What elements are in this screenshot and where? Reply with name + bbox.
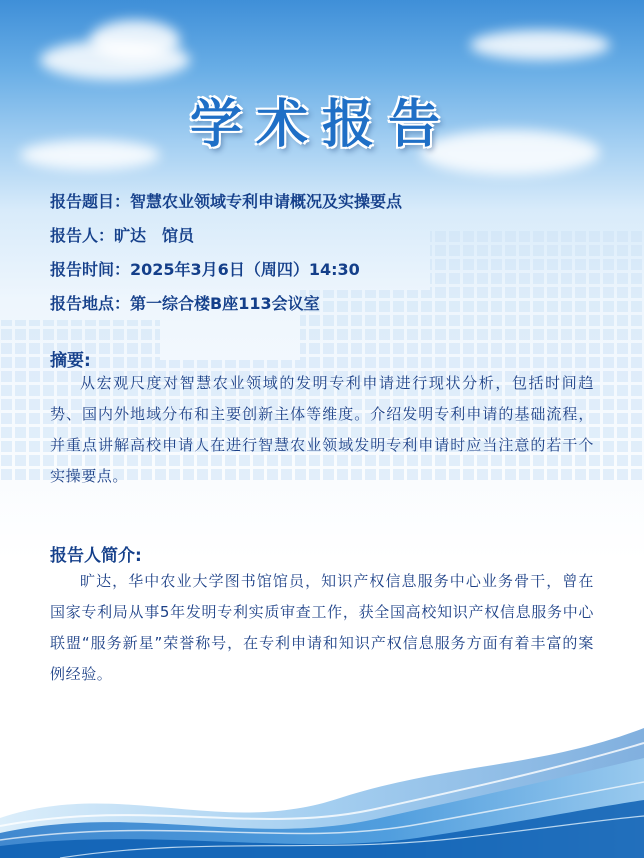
info-topic-row (50, 192, 402, 226)
poster-title: 学术报告 (189, 94, 454, 155)
abstract-text: 从宏观尺度对智慧农业领域的发明专利申请进行现状分析，包括时间趋势、国内外地域分布和主要创新主体等维度。介绍发明专利申请的基础流程，并重点讲解高校申请人在进行智慧农业领域发明专利申请时应当注意的若干个实操要点。 (50, 374, 594, 485)
place-value: 第一综合楼B座113会议室 (130, 294, 320, 313)
cloud-decoration (470, 30, 610, 60)
info-place-row (50, 294, 402, 328)
speaker-value: 旷达 馆员 (114, 226, 195, 245)
wave-decoration (0, 708, 644, 858)
info-time-row (50, 260, 402, 294)
info-block (50, 192, 402, 328)
cloud-decoration (90, 20, 180, 60)
place-label: 报告地点： (50, 294, 131, 313)
info-speaker-row (50, 226, 402, 260)
bio-heading: 报告人简介: (50, 546, 142, 566)
time-label: 报告时间： (50, 260, 131, 279)
bio-text: 旷达，华中农业大学图书馆馆员，知识产权信息服务中心业务骨干，曾在国家专利局从事5年发明专利实质审查工作，获全国高校知识产权信息服务中心联盟“服务新星”荣誉称号，在专利申请和知识产权信息服务方面有着丰富的案例经验。 (50, 572, 594, 683)
time-value: 2025年3月6日（周四）14:30 (130, 260, 360, 279)
abstract-heading: 摘要: (50, 351, 91, 371)
topic-label: 报告题目： (50, 192, 131, 211)
speaker-label: 报告人： (50, 226, 115, 245)
topic-value: 智慧农业领域专利申请概况及实操要点 (130, 192, 403, 211)
